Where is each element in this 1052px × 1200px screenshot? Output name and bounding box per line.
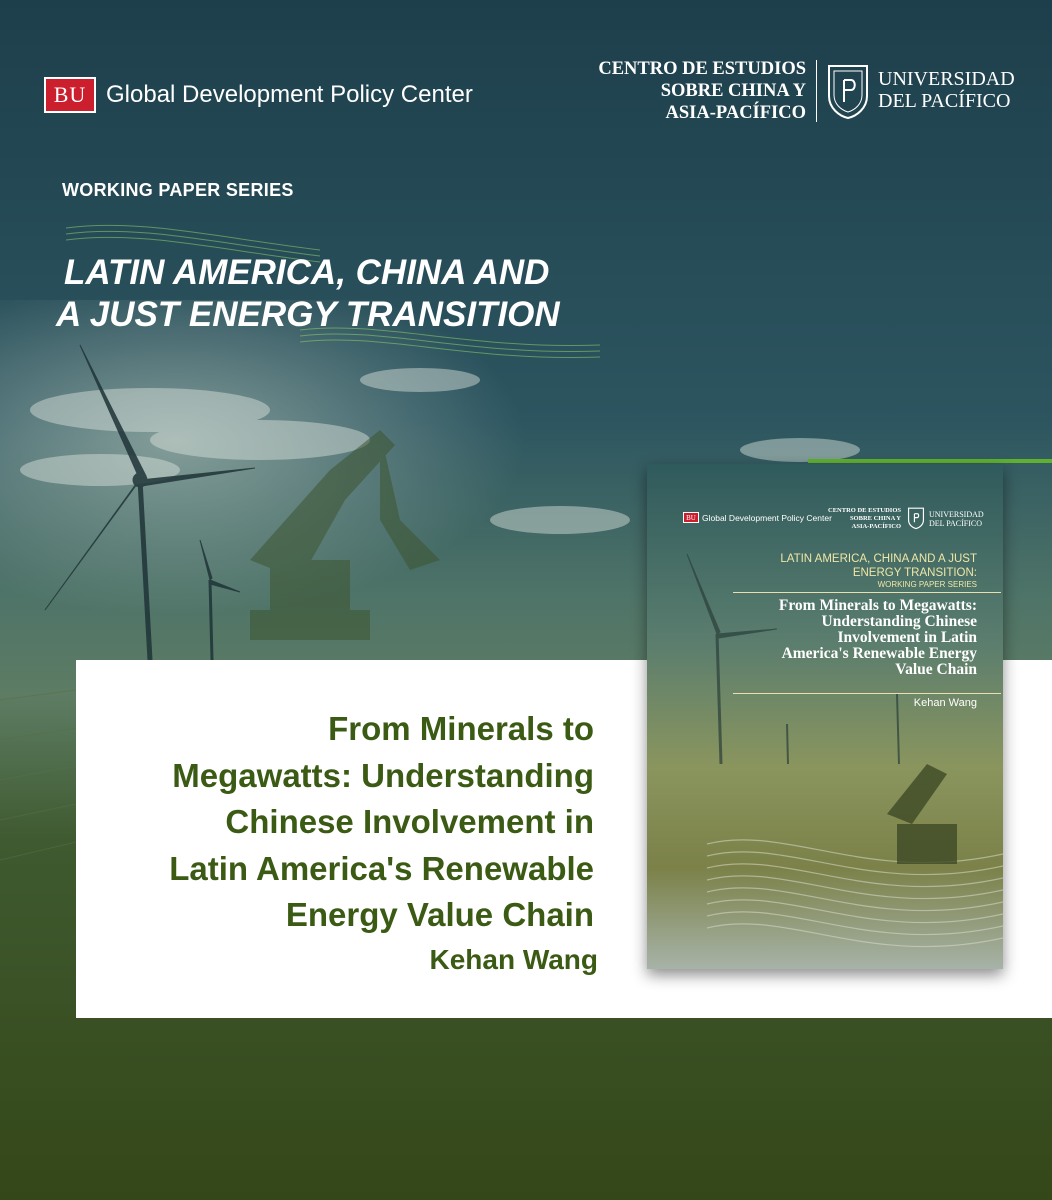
cover-title — [707, 598, 977, 678]
paper-title-line: From Minerals to — [328, 710, 594, 747]
headline-line: A JUST ENERGY TRANSITION — [56, 295, 560, 334]
cover-cepa-line: CENTRO DE ESTUDIOS — [828, 507, 901, 514]
cover-title-line: From Minerals to Megawatts: — [778, 597, 977, 614]
cover-series-title — [747, 552, 977, 580]
cover-rule — [733, 592, 1001, 593]
logo-divider — [816, 60, 817, 122]
paper-title-line: Megawatts: Understanding — [172, 756, 594, 794]
cover-title-line: Value Chain — [895, 661, 977, 678]
cover-rule — [733, 693, 1001, 694]
cover-up-name — [929, 510, 984, 528]
cover-title-line: America's Renewable Energy — [781, 645, 977, 662]
cover-title-line: Involvement in Latin — [837, 629, 977, 646]
series-label: WORKING PAPER SERIES — [62, 180, 294, 200]
up-line: DEL PACÍFICO — [878, 90, 1011, 112]
cepa-logo-text — [560, 58, 806, 124]
gdp-center-name: Global Development Policy Center — [106, 81, 473, 108]
cover-series-line: LATIN AMERICA, CHINA AND A JUST — [780, 553, 977, 565]
paper-title-line: Latin America's Renewable — [169, 849, 594, 887]
bu-logo-mark: BU — [44, 77, 96, 113]
bu-gdp-center-logo — [44, 77, 473, 113]
cover-cepa-line: SOBRE CHINA Y — [849, 515, 901, 522]
cover-seal-icon — [907, 506, 925, 530]
paper-title-line: Energy Value Chain — [285, 896, 594, 933]
cover-working-paper: WORKING PAPER SERIES — [877, 580, 977, 589]
report-cover — [647, 464, 1003, 969]
headline-line: LATIN AMERICA, CHINA AND — [64, 253, 550, 292]
cepa-line: ASIA-PACÍFICO — [665, 103, 806, 123]
universidad-del-pacifico-name — [878, 68, 1015, 112]
cepa-line: SOBRE CHINA Y — [660, 81, 806, 101]
paper-title-line: Chinese Involvement in — [225, 803, 594, 840]
paper-author: Kehan Wang — [429, 944, 598, 975]
cover-author: Kehan Wang — [913, 697, 977, 709]
cover-up-line: UNIVERSIDAD — [929, 510, 984, 519]
cover-title-line: Understanding Chinese — [821, 613, 977, 630]
universidad-seal-icon — [825, 62, 871, 120]
cover-cepa-text — [797, 507, 901, 531]
cover-bu-mark: BU — [683, 512, 699, 523]
series-headline — [56, 252, 560, 336]
paper-title — [82, 706, 594, 939]
accent-bar — [808, 459, 1052, 463]
cepa-line: CENTRO DE ESTUDIOS — [598, 59, 806, 79]
cover-up-line: DEL PACÍFICO — [929, 519, 982, 528]
cover-cepa-line: ASIA-PACÍFICO — [851, 523, 901, 530]
cover-series-line: ENERGY TRANSITION: — [852, 567, 977, 579]
cover-gdp-center: Global Development Policy Center — [702, 512, 832, 523]
cover-background — [647, 464, 1003, 969]
up-line: UNIVERSIDAD — [878, 68, 1015, 90]
